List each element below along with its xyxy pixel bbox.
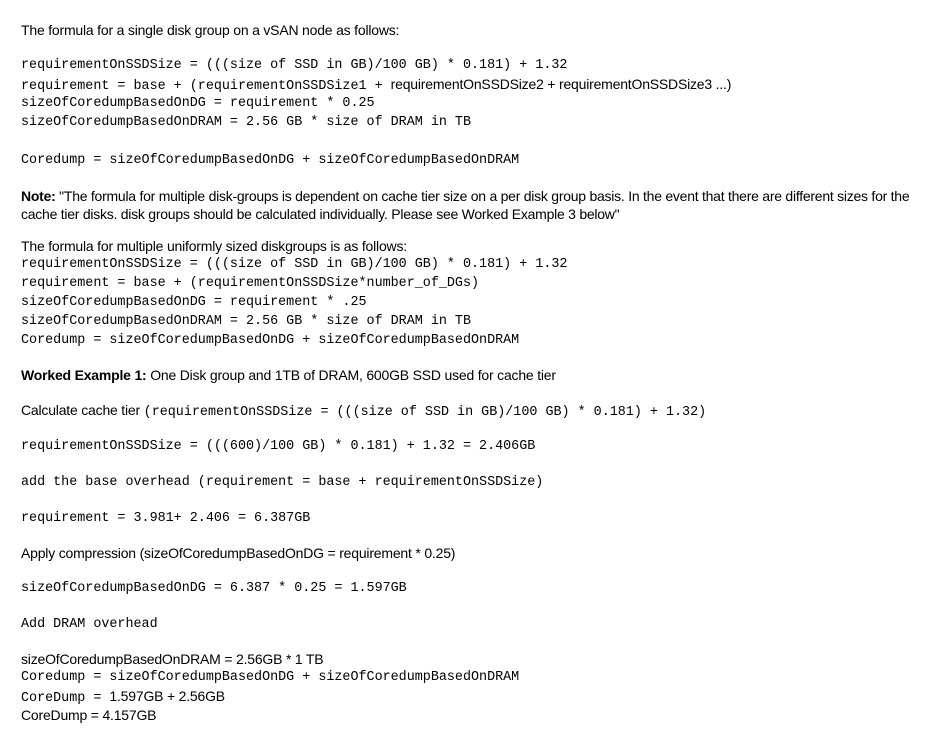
- example1-dram-result: sizeOfCoredumpBasedOnDRAM = 2.56GB * 1 TB: [21, 651, 324, 667]
- note-text: "The formula for multiple disk-groups is dependent on cache tier size on a per disk group basis. In the event that there are different sizes for the cache tier disks. disk groups should be calculated individually. Please see Worked Example 3 below": [21, 188, 910, 222]
- multi-formula-line-5: Coredump = sizeOfCoredumpBasedOnDG + sizeOfCoredumpBasedOnDRAM: [21, 333, 520, 348]
- intro-text: The formula for a single disk group on a vSAN node as follows:: [21, 22, 400, 38]
- example1-step-3: requirement = 3.981+ 2.406 = 6.387GB: [21, 511, 311, 526]
- example1-coredump-formula: Coredump = sizeOfCoredumpBasedOnDG + sizeOfCoredumpBasedOnDRAM: [21, 670, 520, 685]
- example1-label: Worked Example 1:: [21, 367, 147, 383]
- note-label: Note:: [21, 188, 56, 204]
- single-formula-line-2-code: requirement = base + (requirementOnSSDSize1 +: [21, 79, 391, 94]
- single-formula-line-2: [21, 75, 731, 94]
- example1-coredump-sum-code: CoreDump =: [21, 691, 110, 706]
- example1-calc-text: Calculate cache tier: [21, 402, 144, 418]
- single-formula-line-1: requirementOnSSDSize = (((size of SSD in GB)/100 GB) * 0.181) + 1.32: [21, 58, 568, 73]
- multi-formula-line-1: requirementOnSSDSize = (((size of SSD in GB)/100 GB) * 0.181) + 1.32: [21, 257, 568, 272]
- single-formula-line-3: sizeOfCoredumpBasedOnDG = requirement * 0.25: [21, 96, 375, 111]
- example1-calc-code: (requirementOnSSDSize = (((size of SSD in GB)/100 GB) * 0.181) + 1.32): [143, 405, 707, 420]
- example1-compression: Apply compression (sizeOfCoredumpBasedOnDG = requirement * 0.25): [21, 545, 456, 561]
- example1-dram-label: Add DRAM overhead: [21, 617, 158, 632]
- multi-formula-line-2: requirement = base + (requirementOnSSDSize*number_of_DGs): [21, 276, 480, 291]
- multi-formula-line-4: sizeOfCoredumpBasedOnDRAM = 2.56 GB * size of DRAM in TB: [21, 314, 471, 329]
- example1-step-2: add the base overhead (requirement = base + requirementOnSSDSize): [21, 475, 544, 490]
- example1-coredump-sum: [21, 687, 225, 706]
- multi-intro: The formula for multiple uniformly sized diskgroups is as follows:: [21, 238, 407, 254]
- multi-formula-line-3: sizeOfCoredumpBasedOnDG = requirement * .25: [21, 295, 367, 310]
- note-paragraph: [21, 187, 936, 223]
- example1-step-4: sizeOfCoredumpBasedOnDG = 6.387 * 0.25 = 1.597GB: [21, 581, 407, 596]
- single-formula-line-5: Coredump = sizeOfCoredumpBasedOnDG + sizeOfCoredumpBasedOnDRAM: [21, 153, 520, 168]
- example1-coredump-sum-text: 1.597GB + 2.56GB: [109, 688, 225, 704]
- example1-step-1: requirementOnSSDSize = (((600)/100 GB) * 0.181) + 1.32 = 2.406GB: [21, 439, 536, 454]
- example1-coredump-total: CoreDump = 4.157GB: [21, 707, 157, 723]
- example1-heading: [21, 366, 556, 385]
- single-formula-line-2-text: requirementOnSSDSize2 + requirementOnSSDSize3 ...): [390, 76, 732, 92]
- example1-calc-line: [21, 401, 706, 420]
- single-formula-line-4: sizeOfCoredumpBasedOnDRAM = 2.56 GB * size of DRAM in TB: [21, 115, 471, 130]
- example1-description: One Disk group and 1TB of DRAM, 600GB SSD used for cache tier: [146, 367, 556, 383]
